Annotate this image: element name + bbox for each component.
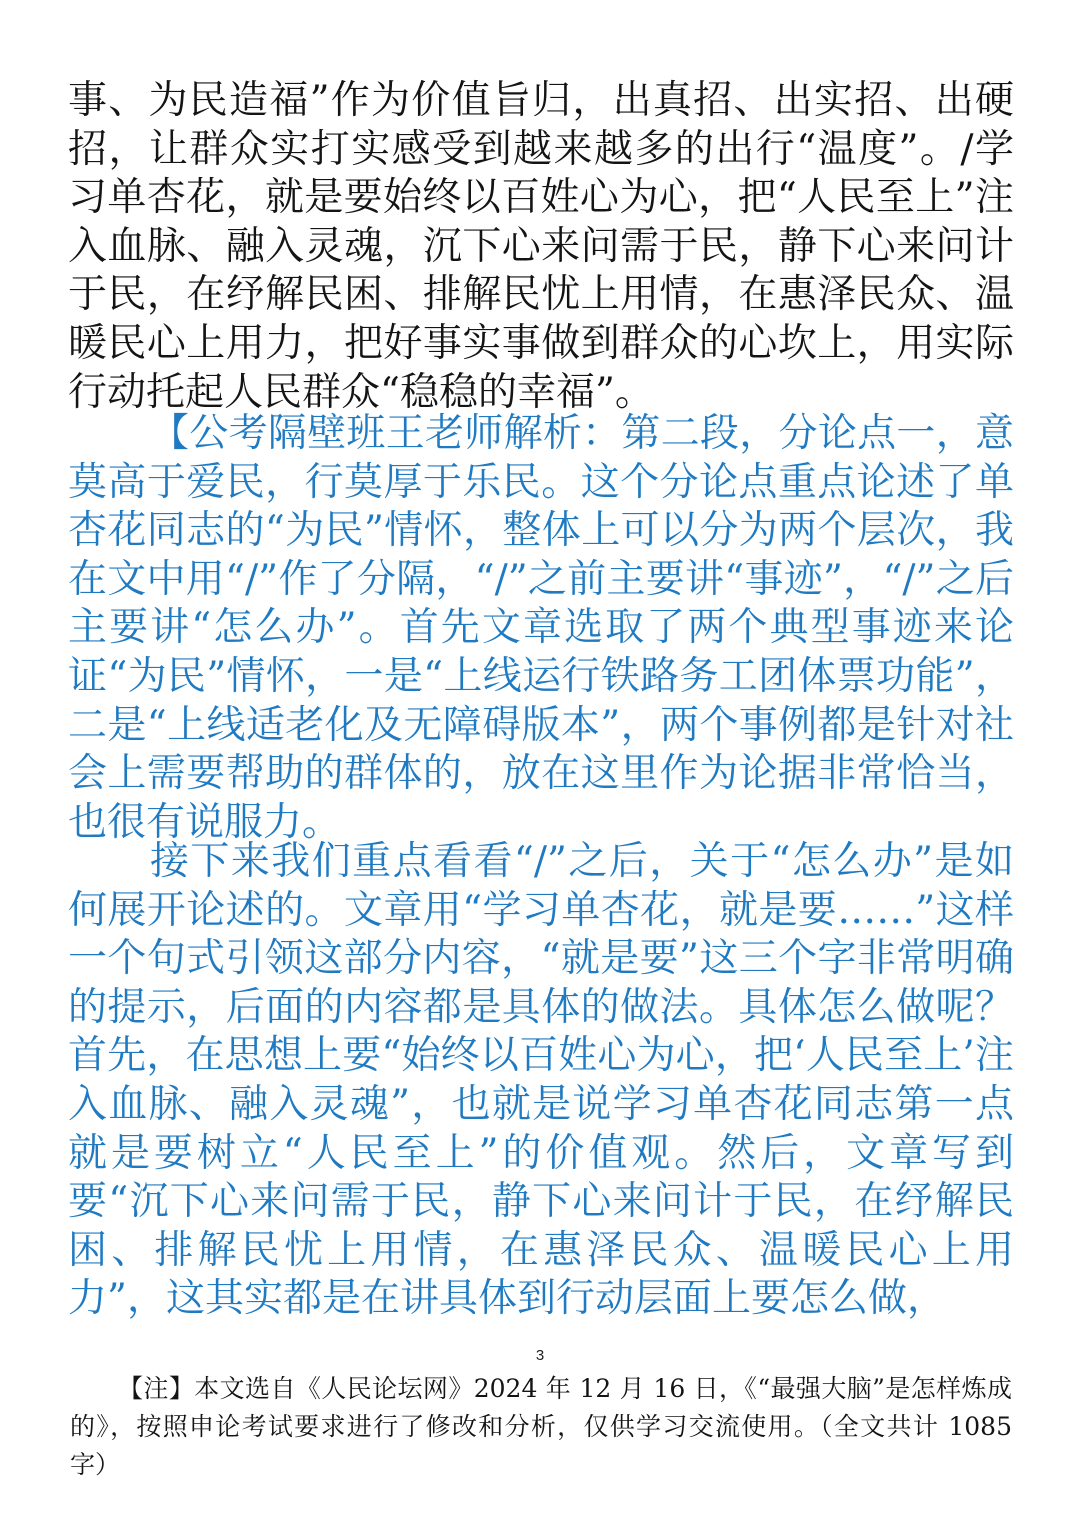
analysis-paragraph-2: 接下来我们重点看看“/”之后，关于“怎么办”是如何展开论述的。文章用“学习单杏花，就是要……”这样一个句式引领这部分内容，“就是要”这三个字非常明确的提示，后面的内容都是具体的做法。具体怎么做呢？首先，在思想上要“始终以百姓心为心，把‘人民至上’注入血脉、融入灵魂”，也就是说学习单杏花同志第一点就是要树立“人民至上”的价值观。然后，文章写到要“沉下心来问需于民，静下心来问计于民，在纾解民困、排解民忧上用情，在惠泽民众、温暖民心上用力”，这其实都是在讲具体到行动层面上要怎么做， xyxy=(68,839,1014,1322)
footer-note: 【注】本文选自《人民论坛网》2024 年 12 月 16 日，《“最强大脑”是怎样炼成的》，按照申论考试要求进行了修改和分析，仅供学习交流使用。（全文共计 1085 字） xyxy=(70,1374,1012,1479)
analysis-paragraph-1: 【公考隔壁班王老师解析：第二段，分论点一，意莫高于爱民，行莫厚于乐民。这个分论点重点论述了单杏花同志的“为民”情怀，整体上可以分为两个层次，我在文中用“/”作了分隔，“/”之前主要讲“事迹”，“/”之后主要讲“怎么办”。首先文章选取了两个典型事迹来论证“为民”情怀，一是“上线运行铁路务工团体票功能”，二是“上线适老化及无障碍版本”，两个事例都是针对社会上需要帮助的群体的，放在这里作为论据非常恰当，也很有说服力。 xyxy=(68,411,1014,845)
body-paragraph: 事、为民造福”作为价值旨归，出真招、出实招、出硬招，让群众实打实感受到越来越多的出行“温度”。/学习单杏花，就是要始终以百姓心为心，把“人民至上”注入血脉、融入灵魂，沉下心来问需于民，静下心来问计于民，在纾解民困、排解民忧上用情，在惠泽民众、温暖民心上用力，把好事实事做到群众的心坎上，用实际行动托起人民群众“稳稳的幸福”。 xyxy=(68,78,1014,415)
page-number: 3 xyxy=(535,1347,545,1364)
